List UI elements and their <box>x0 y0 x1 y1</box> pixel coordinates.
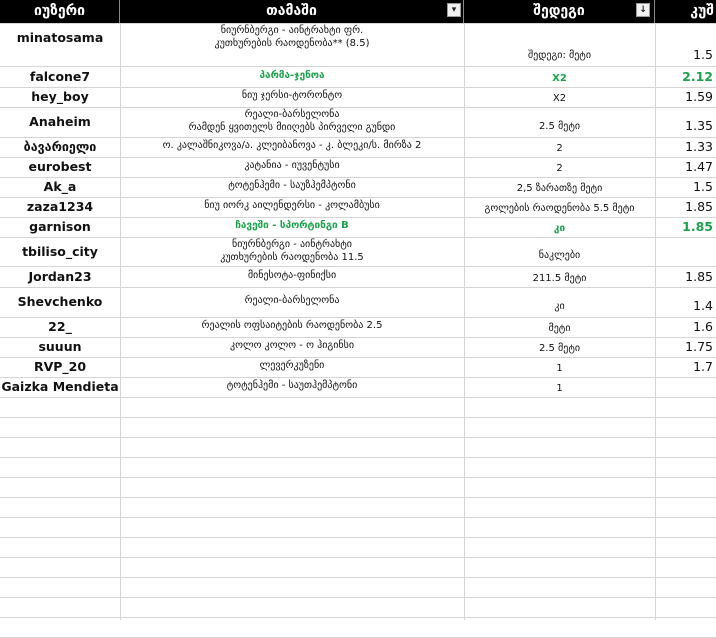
sort-filter-icon[interactable]: ↓ <box>636 3 650 17</box>
cell-odds[interactable]: 1.47 <box>685 159 713 174</box>
match-line: ტოტენჰემი - საუზჰემპტონი <box>228 180 356 191</box>
match-line: ნიურნბერგი - აინტრახტი ფრ. <box>220 25 364 36</box>
cell-match[interactable] <box>120 177 464 197</box>
header-match-label: თამაში <box>266 3 317 19</box>
cell-bet[interactable]: 1 <box>556 383 563 394</box>
cell-match[interactable] <box>120 266 464 287</box>
cell-match[interactable] <box>120 107 464 137</box>
cell-bet[interactable]: 2,5 ზარათზე მეტი <box>516 183 603 194</box>
cell-odds[interactable]: 1.85 <box>685 269 713 284</box>
cell-odds[interactable]: 1.85 <box>685 199 713 214</box>
cell-user[interactable]: Anaheim <box>29 114 91 129</box>
match-line: მინესოტა-ფინიქსი <box>247 270 337 281</box>
row-gridline <box>0 577 716 578</box>
row-gridline <box>0 477 716 478</box>
cell-user[interactable]: zaza1234 <box>26 199 94 214</box>
cell-odds[interactable]: 2.12 <box>682 69 713 84</box>
match-line: ტოტენჰემი - საუთჰემპტონი <box>226 380 358 391</box>
row-gridline <box>0 437 716 438</box>
row-gridline <box>0 537 716 538</box>
cell-bet[interactable]: გოლების რაოდენობა 5.5 მეტი <box>484 203 635 214</box>
cell-user[interactable]: 22_ <box>48 319 72 334</box>
cell-user[interactable]: RVP_20 <box>33 359 87 374</box>
dropdown-arrow-icon[interactable]: ▾ <box>447 3 461 17</box>
cell-bet[interactable]: მეტი <box>548 323 571 334</box>
cell-user[interactable]: Gaizka Mendieta <box>1 379 119 394</box>
cell-bet[interactable]: 2.5 მეტი <box>538 121 581 132</box>
cell-bet[interactable]: კი <box>554 301 565 312</box>
header-user-label: იუზერი <box>33 3 86 19</box>
cell-bet[interactable]: ნაკლები <box>538 250 581 261</box>
cell-bet[interactable]: X2 <box>552 73 567 84</box>
cell-user[interactable]: Jordan23 <box>28 269 92 284</box>
cell-match[interactable] <box>120 217 464 237</box>
row-gridline <box>0 417 716 418</box>
cell-user[interactable]: eurobest <box>28 159 92 174</box>
cell-odds[interactable]: 1.6 <box>693 319 713 334</box>
cell-bet[interactable]: X2 <box>552 93 567 104</box>
match-line: ლევერკუზენი <box>259 360 325 371</box>
cell-odds[interactable]: 1.33 <box>685 139 713 154</box>
cell-odds[interactable]: 1.75 <box>685 339 713 354</box>
cell-bet[interactable]: კი <box>553 223 566 234</box>
row-gridline <box>0 457 716 458</box>
cell-odds[interactable]: 1.5 <box>693 47 713 62</box>
cell-user[interactable]: tbiliso_city <box>22 244 98 259</box>
match-line: ნიუ იორკ აილენდერსი - კოლამბუსი <box>204 200 380 211</box>
match-line: კატანია - იუვენტუსი <box>244 160 340 171</box>
match-line: ნიურნბერგი - აინტრახტი <box>232 239 352 250</box>
cell-odds[interactable]: 1.5 <box>693 179 713 194</box>
match-line: ო. კალაშნიკოვა/ა. კლეიბანოვა - კ. ბლეკი/ს. მირზა 2 <box>162 140 422 151</box>
match-line: ნიუ ჯერსი-ტორონტო <box>241 90 343 101</box>
header-match[interactable] <box>120 0 464 23</box>
cell-bet[interactable]: 2.5 მეტი <box>538 343 581 354</box>
row-gridline <box>0 397 716 398</box>
cell-user[interactable]: hey_boy <box>31 89 89 104</box>
cell-user[interactable]: garnison <box>29 219 91 234</box>
match-line: კუთხურების რაოდენობა** (8.5) <box>214 38 370 49</box>
match-line: რეალი-ბარსელონა <box>244 295 340 306</box>
match-line: რეალი-ბარსელონა <box>244 109 340 120</box>
match-line: ჩავეში - სპორტინგი B <box>235 220 349 231</box>
row-gridline <box>0 597 716 598</box>
cell-user[interactable]: falcone7 <box>29 69 91 84</box>
match-line: რეალის ოფსაიტების რაოდენობა 2.5 <box>201 320 383 331</box>
match-line: კუთხურების რაოდენობა 11.5 <box>220 252 364 263</box>
cell-bet[interactable]: 2 <box>556 143 563 154</box>
cell-odds[interactable]: 1.85 <box>682 219 713 234</box>
header-odds[interactable] <box>655 0 716 23</box>
row-gridline <box>0 557 716 558</box>
cell-odds[interactable] <box>655 377 716 397</box>
cell-user[interactable]: minatosama <box>16 30 104 45</box>
cell-odds[interactable]: 1.4 <box>693 298 713 313</box>
cell-match[interactable] <box>120 137 464 157</box>
match-line: კოლო კოლო - ო ჰიგინსი <box>230 340 354 351</box>
row-gridline <box>0 497 716 498</box>
header-bet-label: შედეგი <box>533 3 585 19</box>
row-gridline <box>0 517 716 518</box>
cell-bet[interactable]: შედეგი: მეტი <box>527 50 592 61</box>
cell-match[interactable] <box>120 87 464 107</box>
match-line: რამდენ ყვითელს მიიღებს პირველი გუნდი <box>188 122 396 133</box>
cell-odds[interactable]: 1.35 <box>685 118 713 133</box>
cell-match[interactable] <box>120 66 464 87</box>
cell-match[interactable] <box>120 377 464 397</box>
cell-user[interactable]: Ak_a <box>43 179 77 194</box>
header-bet[interactable] <box>464 0 655 23</box>
cell-match[interactable] <box>120 197 464 217</box>
cell-bet[interactable]: 211.5 მეტი <box>532 273 587 284</box>
row-gridline <box>0 617 716 618</box>
cell-user[interactable]: Shevchenko <box>17 294 103 309</box>
cell-match[interactable] <box>120 337 464 357</box>
cell-odds[interactable]: 1.59 <box>685 89 713 104</box>
match-line: პარმა-ჯენოა <box>259 70 325 81</box>
cell-user[interactable]: ბავარიელი <box>23 139 97 154</box>
header-user[interactable] <box>0 0 120 23</box>
cell-bet[interactable]: 1 <box>556 363 563 374</box>
cell-match[interactable] <box>120 157 464 177</box>
cell-match[interactable] <box>120 287 464 317</box>
cell-match[interactable] <box>120 23 464 66</box>
cell-match[interactable] <box>120 317 464 337</box>
cell-bet[interactable]: 2 <box>556 163 563 174</box>
cell-match[interactable] <box>120 237 464 266</box>
cell-match[interactable] <box>120 357 464 377</box>
cell-odds[interactable] <box>655 237 716 266</box>
cell-user[interactable]: suuun <box>38 339 82 354</box>
header-odds-label: კუშ <box>690 3 714 19</box>
cell-odds[interactable]: 1.7 <box>693 359 713 374</box>
